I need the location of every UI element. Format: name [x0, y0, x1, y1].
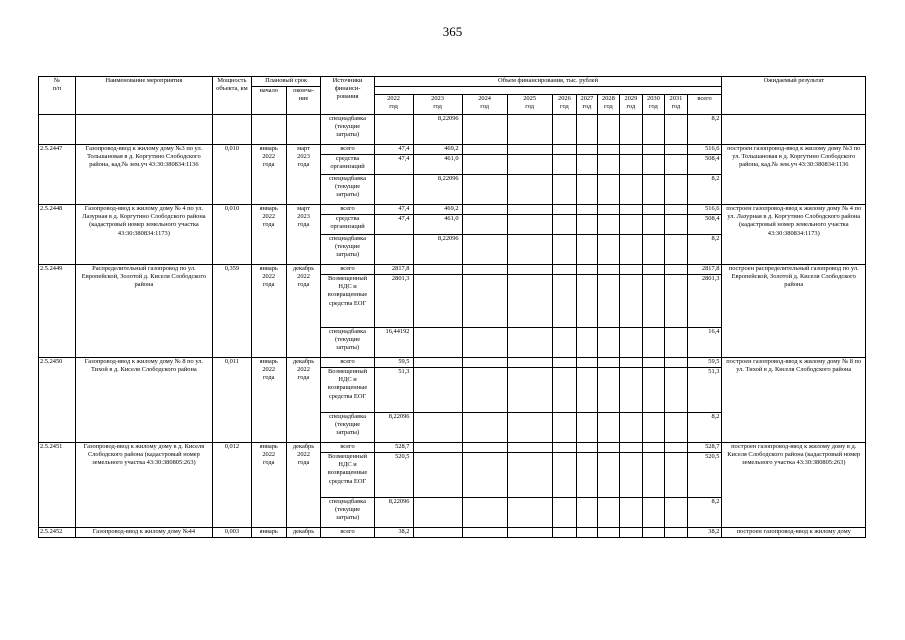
value-2022: 51,3 [374, 368, 413, 413]
row-num: 2.5.2452 [39, 528, 76, 538]
row-start: январь 2022 года [251, 265, 286, 358]
source-cell: Возмещенный НДС и возвращенные средства ЕОГ [321, 275, 374, 328]
header-start: начало [251, 87, 286, 115]
row-result: построен газопровод-ввод к жилому дому №3 по ул. Тольшановая в д. Коргутино Слободского района, кад.№ зем.уч 43:30:380834:1136 [722, 145, 866, 205]
row-start: январь 2022 года [251, 443, 286, 528]
header-year-2029: 2029 год [620, 95, 643, 115]
value-total: 516,6 [687, 205, 722, 215]
source-cell: всего [321, 145, 374, 155]
row-capacity: 0,010 [212, 205, 251, 265]
value-total: 8,2 [687, 413, 722, 443]
row-end: декабрь [286, 528, 321, 538]
header-year-2027: 2027 год [577, 95, 597, 115]
header-year-2023: 2023 год [413, 95, 462, 115]
header-source: Источники финанси- рования [321, 77, 374, 115]
value-2022: 47,4 [374, 205, 413, 215]
row-capacity: 0,359 [212, 265, 251, 358]
source-cell: средства организаций [321, 215, 374, 235]
source-cell: всего [321, 358, 374, 368]
header-year-2030: 2030 год [642, 95, 665, 115]
header-end: оконча- ние [286, 87, 321, 115]
table-row [39, 528, 866, 538]
row-start: январь [251, 528, 286, 538]
row-name: Распределительный газопровод по ул. Европейской, Золотой д. Киселя Слободского района [75, 265, 212, 358]
value-2023: 469,2 [413, 205, 462, 215]
value-2022: 2817,8 [374, 265, 413, 275]
row-start: январь 2022 года [251, 358, 286, 443]
header-volume-spacer [374, 87, 722, 95]
value-2022: 47,4 [374, 145, 413, 155]
value-total: 8,2 [687, 115, 722, 145]
source-cell: всего [321, 205, 374, 215]
value-2022: 38,2 [374, 528, 413, 538]
header-name: Наименование мероприятия [75, 77, 212, 115]
source-cell: спецнадбавка (текущие затраты) [321, 498, 374, 528]
row-start: январь 2022 года [251, 205, 286, 265]
row-name: Газопровод-ввод к жилому дому в д. Киселя Слободского района (кадастровый номер земельного участка 43:30:380805:263) [75, 443, 212, 528]
header-year-2026: 2026 год [552, 95, 577, 115]
value-2023: 8,22096 [413, 175, 462, 205]
header-year-2031: 2031 год [665, 95, 688, 115]
value-total: 508,4 [687, 215, 722, 235]
row-name: Газопровод-ввод к жилому дому № 4 по ул. Лазурная в д. Коргутино Слободского района (кадастровый номер земельного участка 43:30:380834:1173) [75, 205, 212, 265]
page-number: 365 [442, 24, 463, 39]
row-num: 2.5.2450 [39, 358, 76, 443]
value-2022: 16,44192 [374, 328, 413, 358]
source-cell: всего [321, 528, 374, 538]
row-capacity: 0,010 [212, 145, 251, 205]
value-total: 520,5 [687, 453, 722, 498]
table-row [39, 205, 866, 215]
row-end: март 2023 года [286, 205, 321, 265]
row-name: Газопровод-ввод к жилому дому №44 [75, 528, 212, 538]
value-total: 8,2 [687, 235, 722, 265]
header-total: всего [687, 95, 722, 115]
source-cell: Возмещенный НДС и возвращенные средства ЕОГ [321, 453, 374, 498]
row-result: построен газопровод-ввод к жилому дому в д. Киселя Слободского района (кадастровый номер земельного участка 43:30:380805:263) [722, 443, 866, 528]
header-capacity: Мощность объекта, км [212, 77, 251, 115]
value-total: 16,4 [687, 328, 722, 358]
value-2022: 528,7 [374, 443, 413, 453]
value-total: 528,7 [687, 443, 722, 453]
header-year-2022: 2022 год [374, 95, 413, 115]
header-num: № п/п [39, 77, 76, 115]
row-num: 2.5.2447 [39, 145, 76, 205]
value-2022: 520,5 [374, 453, 413, 498]
row-start: январь 2022 года [251, 145, 286, 205]
value-2022: 47,4 [374, 155, 413, 175]
table-row [39, 358, 866, 368]
row-result: построен газопровод-ввод к жилому дому № 4 по ул. Лазурная в д. Коргутино Слободского района (кадастровый номер земельного участка 43:30:380834:1173) [722, 205, 866, 265]
value-total: 2817,8 [687, 265, 722, 275]
source-cell: спецнадбавка (текущие затраты) [321, 328, 374, 358]
table-row [39, 145, 866, 155]
header-result: Ожидаемый результат [722, 77, 866, 115]
row-result: построен газопровод-ввод к жилому дому [722, 528, 866, 538]
row-end: декабрь 2022 года [286, 443, 321, 528]
row-num: 2.5.2451 [39, 443, 76, 528]
value-2023: 8,22096 [413, 115, 462, 145]
header-volume: Объем финансирования, тыс. рублей [374, 77, 722, 87]
row-name: Газопровод-ввод к жилому дому №3 по ул. Тольшановая в д. Коргутино Слободского района, кад.№ зем.уч 43:30:380834:1136 [75, 145, 212, 205]
source-cell: спецнадбавка (текущие затраты) [321, 115, 374, 145]
value-2022: 8,22096 [374, 413, 413, 443]
row-capacity: 0,011 [212, 358, 251, 443]
source-cell: спецнадбавка (текущие затраты) [321, 235, 374, 265]
value-2022: 2801,3 [374, 275, 413, 328]
source-cell: Возмещенный НДС и возвращенные средства ЕОГ [321, 368, 374, 413]
value-total: 38,2 [687, 528, 722, 538]
value-2023: 461,0 [413, 215, 462, 235]
table-row [39, 115, 866, 145]
value-total: 516,6 [687, 145, 722, 155]
value-total: 508,4 [687, 155, 722, 175]
header-year-2028: 2028 год [597, 95, 620, 115]
financing-table [38, 76, 866, 538]
row-num: 2.5.2448 [39, 205, 76, 265]
source-cell: спецнадбавка (текущие затраты) [321, 175, 374, 205]
source-cell: всего [321, 265, 374, 275]
value-2023: 8,22096 [413, 235, 462, 265]
row-result: построен газопровод-ввод к жилому дому № 8 по ул. Тихой в д. Киселя Слободского района [722, 358, 866, 443]
header-year-2025: 2025 год [507, 95, 552, 115]
value-total: 8,2 [687, 498, 722, 528]
table-row [39, 443, 866, 453]
row-end: март 2023 года [286, 145, 321, 205]
value-2022: 47,4 [374, 215, 413, 235]
value-2022: 8,22096 [374, 498, 413, 528]
row-end: декабрь 2022 года [286, 265, 321, 358]
source-cell: средства организаций [321, 155, 374, 175]
value-2022: 59,5 [374, 358, 413, 368]
header-year-2024: 2024 год [462, 95, 507, 115]
row-capacity: 0,012 [212, 443, 251, 528]
row-name: Газопровод-ввод к жилому дому № 8 по ул. Тихой в д. Киселя Слободского района [75, 358, 212, 443]
value-total: 51,3 [687, 368, 722, 413]
row-capacity: 0,003 [212, 528, 251, 538]
row-num: 2.5.2449 [39, 265, 76, 358]
value-2023: 461,0 [413, 155, 462, 175]
value-2023: 469,2 [413, 145, 462, 155]
value-total: 2801,3 [687, 275, 722, 328]
source-cell: всего [321, 443, 374, 453]
table-row [39, 265, 866, 275]
value-total: 59,5 [687, 358, 722, 368]
value-total: 8,2 [687, 175, 722, 205]
source-cell: спецнадбавка (текущие затраты) [321, 413, 374, 443]
header-plan-term: Плановый срок [251, 77, 321, 87]
row-end: декабрь 2022 года [286, 358, 321, 443]
row-result: построен распределительный газопровод по ул. Европейской, Золотой д. Киселя Слободского района [722, 265, 866, 358]
